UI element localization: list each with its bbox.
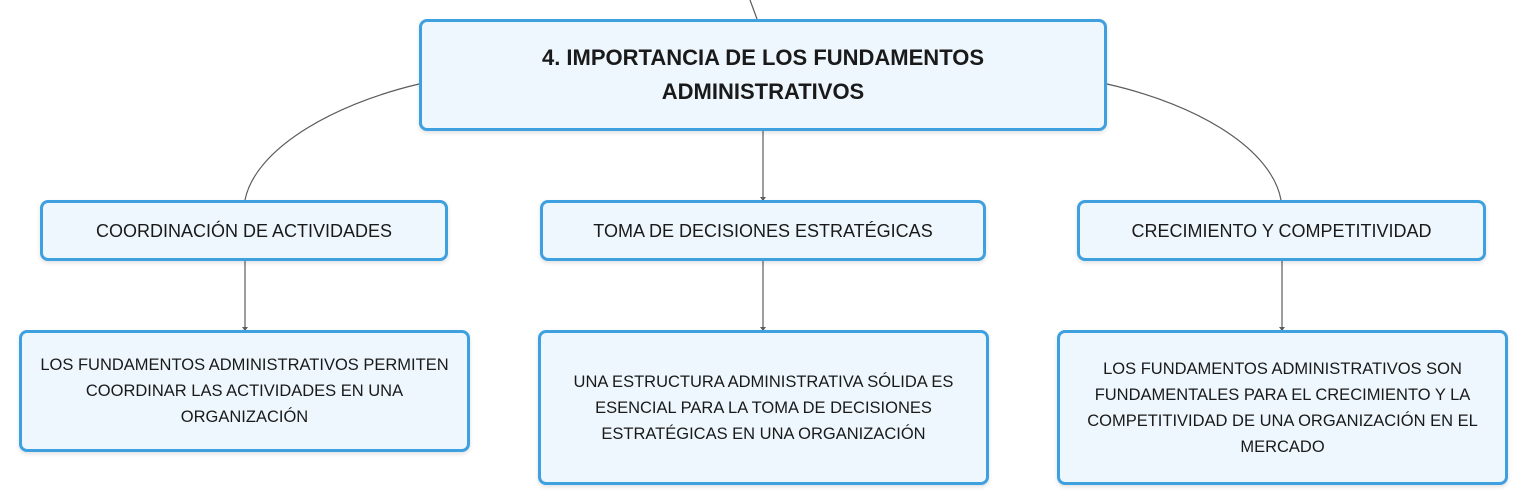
connector-root-to-branch-3 — [1107, 84, 1281, 200]
root-topic-label: 4. IMPORTANCIA DE LOS FUNDAMENTOS ADMINISTRATIVOS — [541, 45, 985, 104]
topic-label: TOMA DE DECISIONES ESTRATÉGICAS — [593, 220, 933, 241]
topic-label: CRECIMIENTO Y COMPETITIVIDAD — [1131, 220, 1432, 241]
subtopic-label: UNA ESTRUCTURA ADMINISTRATIVA SÓLIDA ES ESENCIAL PARA LA TOMA DE DECISIONES ESTRATÉGICAS EN UNA ORGANIZACIÓN — [573, 372, 954, 443]
root-topic[interactable] — [419, 19, 1107, 131]
subtopic-crecimiento-detail[interactable] — [1057, 330, 1508, 485]
topic-toma-de-decisiones[interactable] — [540, 200, 986, 261]
topic-coordinacion-de-actividades[interactable] — [40, 200, 448, 261]
topic-crecimiento-y-competitividad[interactable] — [1077, 200, 1486, 261]
connector-root-to-branch-1 — [245, 84, 419, 200]
topic-label: COORDINACIÓN DE ACTIVIDADES — [95, 220, 393, 241]
subtopic-label: LOS FUNDAMENTOS ADMINISTRATIVOS SON FUNDAMENTALES PARA EL CRECIMIENTO Y LA COMPETITIVIDAD DE UNA ORGANIZACIÓN EN EL MERCADO — [1087, 359, 1478, 456]
connector-parent-to-root — [750, 0, 757, 19]
subtopic-decisiones-detail[interactable] — [538, 330, 989, 485]
subtopic-label: LOS FUNDAMENTOS ADMINISTRATIVOS PERMITEN COORDINAR LAS ACTIVIDADES EN UNA ORGANIZACIÓN — [40, 356, 449, 426]
subtopic-coordinacion-detail[interactable] — [19, 330, 470, 452]
